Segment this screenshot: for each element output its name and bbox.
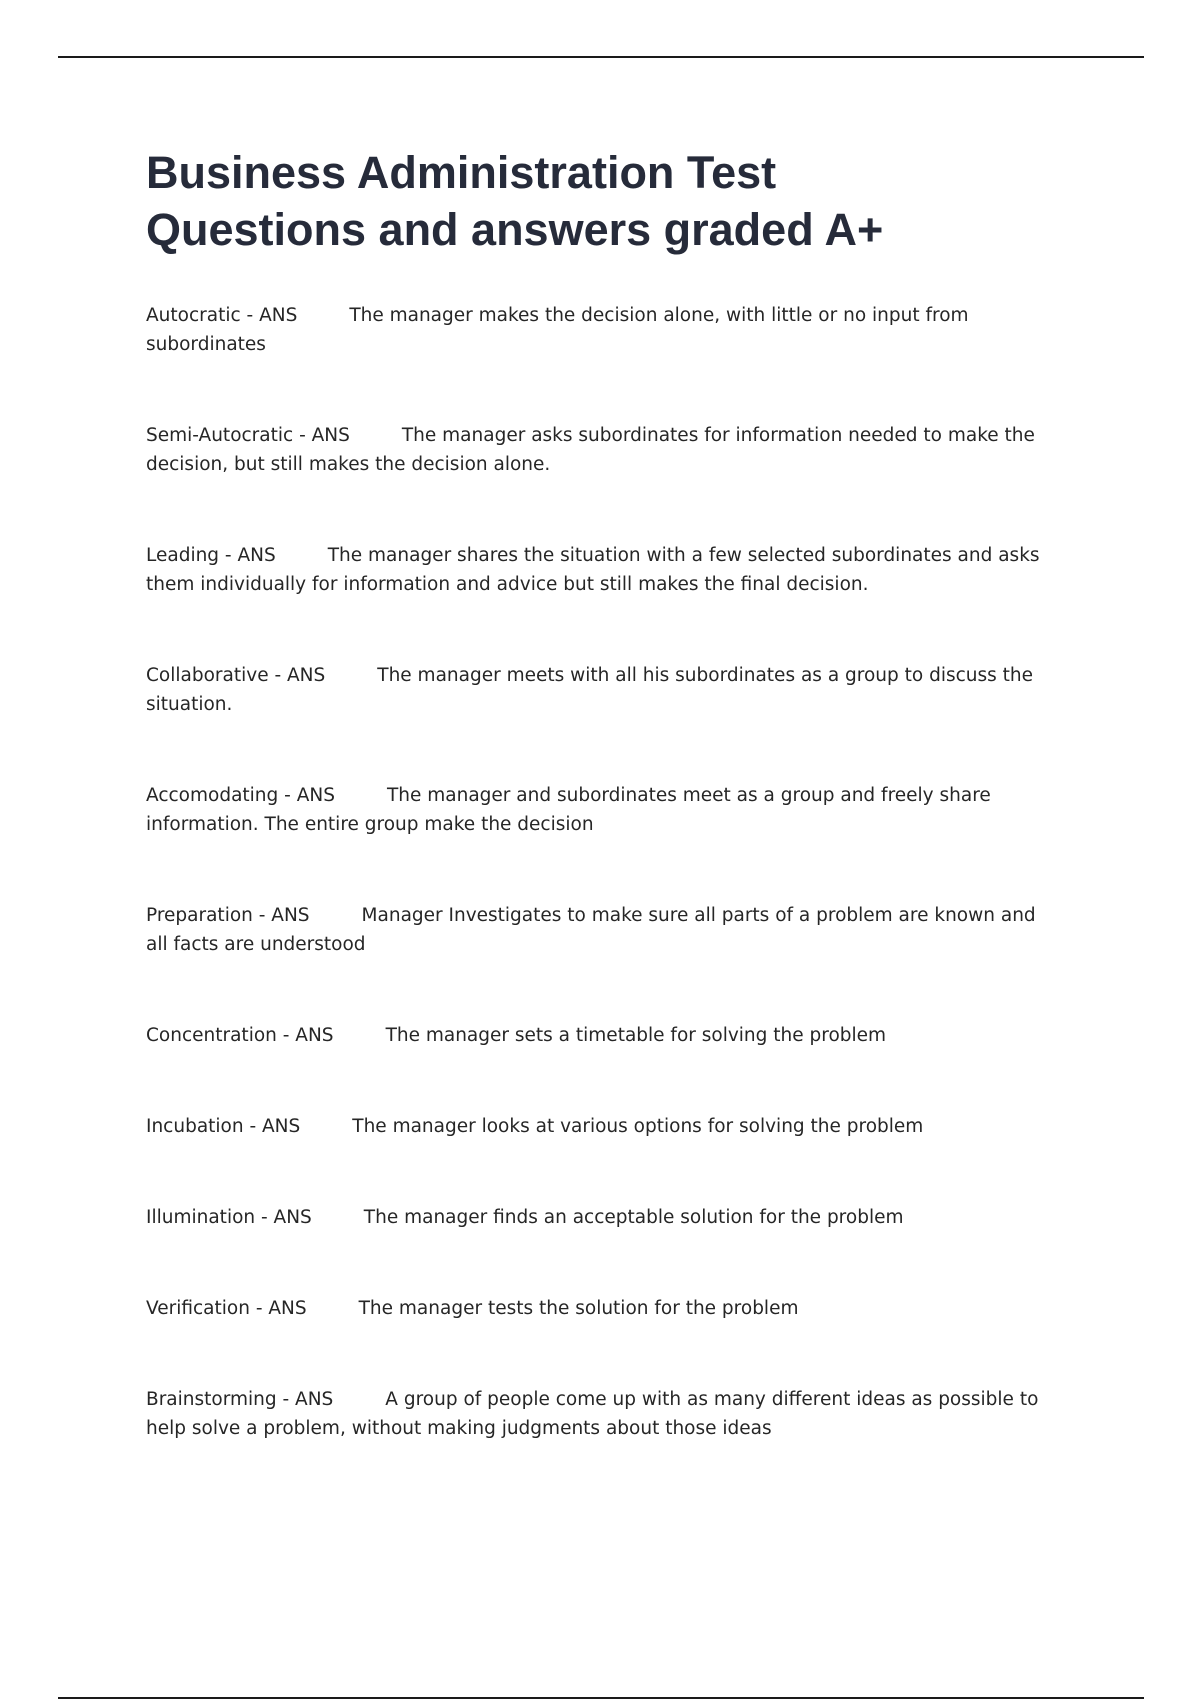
qa-definition: The manager makes the decision alone, with little or no input from subordinates <box>146 305 969 355</box>
bottom-divider <box>58 1697 1144 1699</box>
title-line-2: Questions and answers graded A+ <box>146 204 884 255</box>
qa-item-incubation <box>146 1112 1046 1141</box>
qa-item-verification <box>146 1294 1046 1323</box>
qa-term: Leading - ANS <box>146 545 276 566</box>
qa-definition: Manager Investigates to make sure all parts of a problem are known and all facts are understood <box>146 905 1036 955</box>
qa-definition: The manager tests the solution for the problem <box>358 1298 799 1319</box>
qa-item-brainstorming <box>146 1385 1046 1443</box>
qa-item-concentration <box>146 1021 1046 1050</box>
qa-definition: The manager asks subordinates for information needed to make the decision, but still makes the decision alone. <box>146 425 1035 475</box>
qa-definition: The manager finds an acceptable solution for the problem <box>363 1207 904 1228</box>
qa-definition: The manager and subordinates meet as a group and freely share information. The entire group make the decision <box>146 785 991 835</box>
qa-item-collaborative <box>146 661 1046 719</box>
qa-definition: A group of people come up with as many different ideas as possible to help solve a problem, without making judgments about those ideas <box>146 1389 1039 1439</box>
qa-term: Preparation - ANS <box>146 905 310 926</box>
top-divider <box>58 56 1144 58</box>
qa-definition: The manager shares the situation with a few selected subordinates and asks them individually for information and advice but still makes the final decision. <box>146 545 1040 595</box>
qa-item-autocratic <box>146 301 1046 359</box>
qa-term: Concentration - ANS <box>146 1025 334 1046</box>
qa-definition: The manager looks at various options for solving the problem <box>352 1116 924 1137</box>
qa-item-leading <box>146 541 1046 599</box>
qa-term: Incubation - ANS <box>146 1116 301 1137</box>
page-title <box>146 144 1096 258</box>
qa-definition: The manager sets a timetable for solving the problem <box>385 1025 887 1046</box>
qa-item-preparation <box>146 901 1046 959</box>
qa-term: Verification - ANS <box>146 1298 307 1319</box>
qa-term: Autocratic - ANS <box>146 305 298 326</box>
qa-term: Collaborative - ANS <box>146 665 326 686</box>
qa-definition: The manager meets with all his subordinates as a group to discuss the situation. <box>146 665 1034 715</box>
title-line-1: Business Administration Test <box>146 147 777 198</box>
qa-item-illumination <box>146 1203 1046 1232</box>
qa-term: Illumination - ANS <box>146 1207 312 1228</box>
qa-item-semi-autocratic <box>146 421 1046 479</box>
qa-item-accomodating <box>146 781 1046 839</box>
qa-term: Brainstorming - ANS <box>146 1389 334 1410</box>
qa-term: Semi-Autocratic - ANS <box>146 425 350 446</box>
qa-term: Accomodating - ANS <box>146 785 335 806</box>
qa-list <box>146 301 1046 1505</box>
